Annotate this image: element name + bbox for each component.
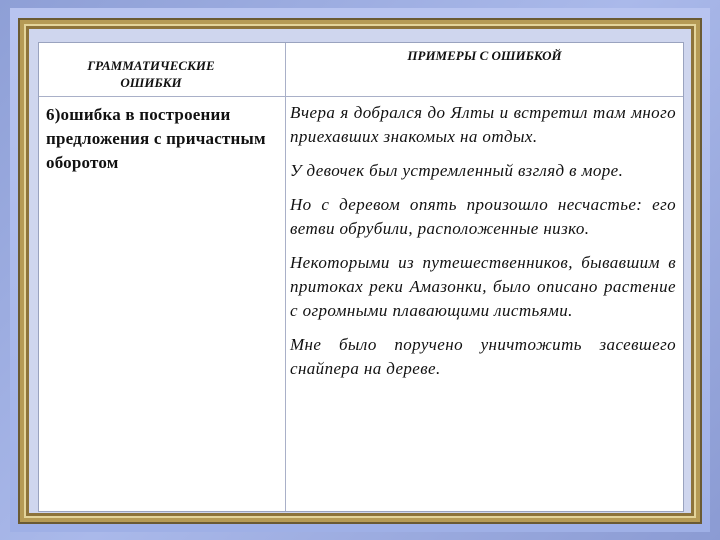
- examples-cell: [286, 97, 683, 511]
- example-sentence: Некоторыми из путешественников, бывавшим в притоках реки Амазонки, было описано растение с огромными плавающими листьями.: [290, 253, 676, 320]
- example-sentence: Мне было поручено уничтожить засевшего снайпера на дереве.: [290, 335, 676, 378]
- header-cell-examples: [286, 43, 683, 97]
- example-sentence: У девочек был устремленный взгляд в море.: [290, 161, 624, 180]
- header-grammar-errors: ГРАММАТИЧЕСКИЕ ОШИБКИ: [87, 58, 215, 90]
- example-sentence: Вчера я добрался до Ялты и встретил там много приехавших знакомых на отдых.: [290, 103, 676, 146]
- header-examples: ПРИМЕРЫ С ОШИБКОЙ: [407, 48, 562, 63]
- errors-table: [38, 42, 684, 512]
- example-sentence: Но с деревом опять произошло несчастье: его ветви обрубили, расположенные низко.: [290, 195, 676, 238]
- header-cell-grammar-errors: [39, 43, 286, 97]
- error-type-text: 6)ошибка в построении предложения с причастным оборотом: [46, 105, 266, 172]
- error-type-cell: [39, 97, 286, 511]
- examples-list: [290, 101, 676, 391]
